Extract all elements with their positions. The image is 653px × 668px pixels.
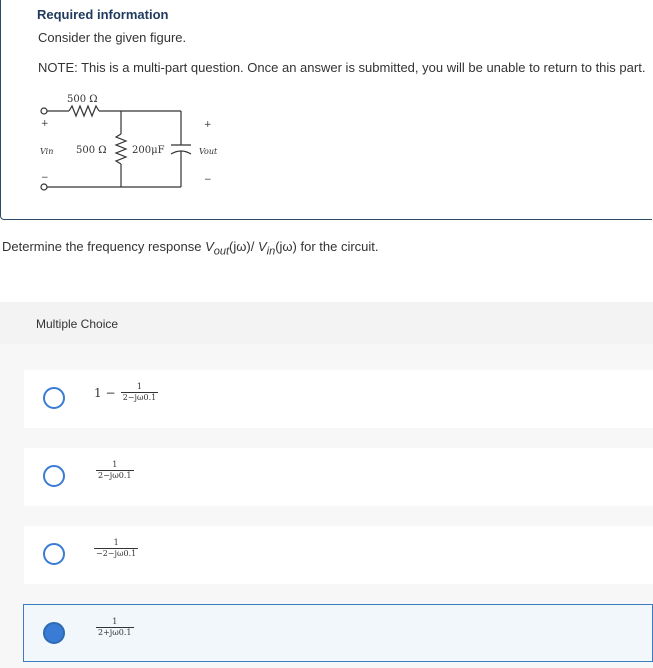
circuit-diagram (29, 88, 229, 198)
vout-label: Vout (199, 147, 218, 156)
radio-icon[interactable] (43, 387, 65, 409)
option-3-math: $\frac{1}{-2-j\omega 0.1}$ (96, 538, 137, 558)
vout-minus: − (204, 175, 212, 185)
option-4-selected[interactable] (23, 604, 653, 662)
multiple-choice-header (0, 302, 653, 344)
radio-icon[interactable] (43, 465, 65, 487)
required-information-title: Required information (37, 7, 169, 22)
option-1[interactable] (24, 370, 653, 428)
required-information-panel (0, 0, 652, 220)
option-1-math: 1 − $\frac{1}{2-j\omega 0.1}$ (94, 382, 157, 402)
option-2-math: $\frac{1}{2-j\omega 0.1}$ (98, 460, 132, 480)
multiple-choice-area (0, 344, 653, 668)
shunt-resistor-label: 500 Ω (76, 145, 107, 156)
vout-plus: + (204, 120, 212, 130)
radio-icon[interactable] (43, 543, 65, 565)
option-4-math: $\frac{1}{2+j\omega 0.1}$ (98, 617, 132, 637)
option-3[interactable] (24, 526, 653, 584)
vin-minus: − (41, 173, 49, 183)
vin-label: Vin (40, 147, 54, 156)
radio-selected-icon[interactable] (43, 622, 65, 644)
vin-plus: + (41, 119, 49, 129)
series-resistor-label: 500 Ω (67, 94, 98, 105)
note-text: NOTE: This is a multi-part question. Once an answer is submitted, you will be unable to return to this part. (38, 60, 646, 75)
capacitor-label: 200μF (132, 145, 165, 156)
consider-text: Consider the given figure. (38, 30, 187, 45)
input-terminal-top (41, 108, 47, 114)
input-terminal-bottom (41, 184, 47, 190)
question-text: Determine the frequency response $V_{out}(j\omega)/$ $V_{in}(j\omega)$ for the circuit. (2, 239, 379, 258)
option-2[interactable] (24, 448, 653, 506)
multiple-choice-label: Multiple Choice (36, 317, 119, 331)
